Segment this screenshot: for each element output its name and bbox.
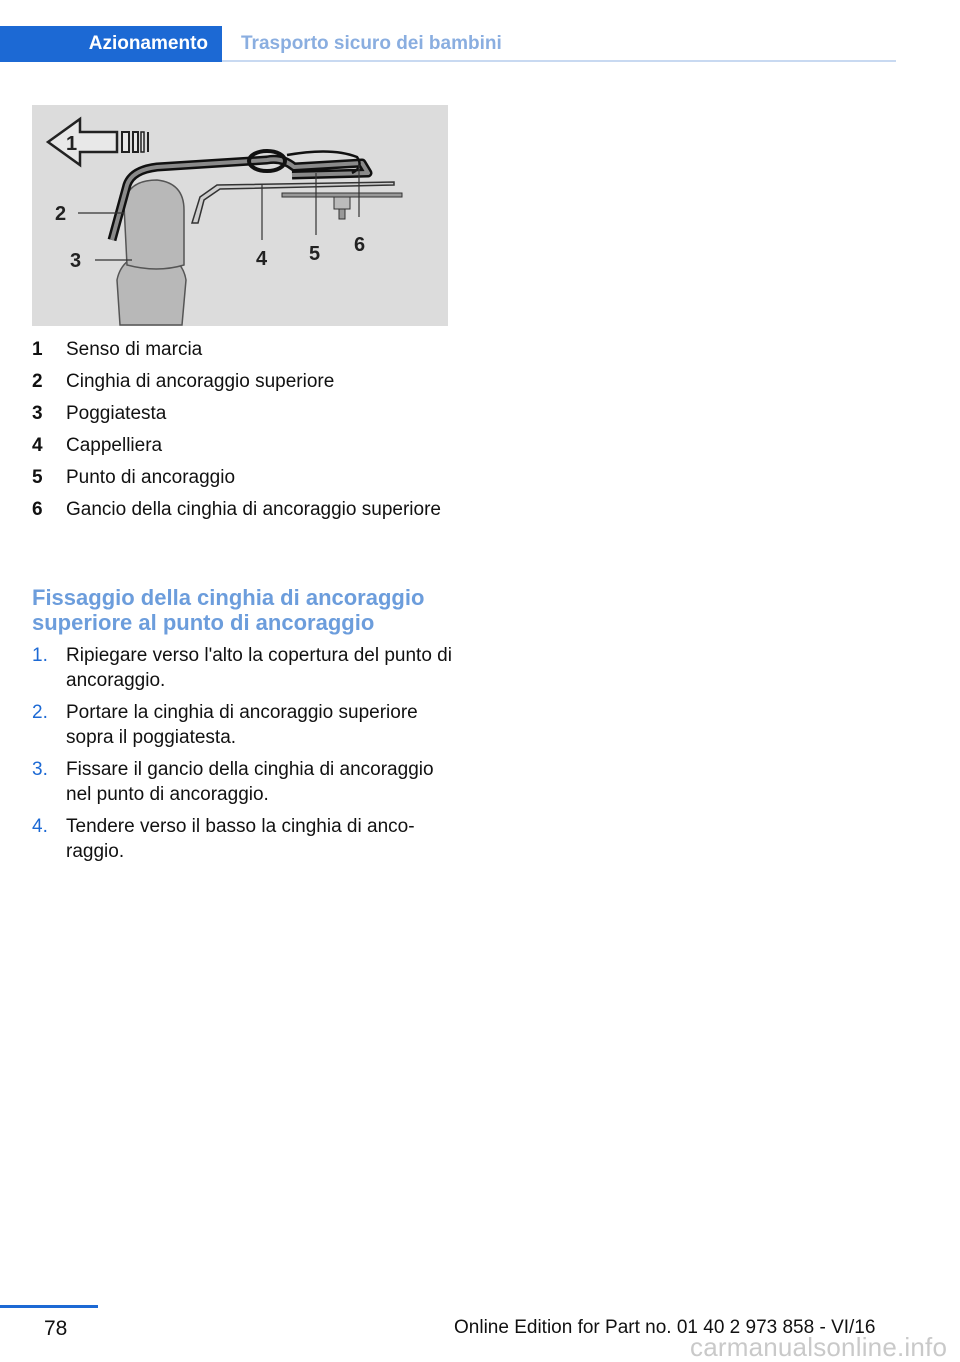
headrest-shape — [124, 180, 184, 269]
figure-legend — [32, 337, 452, 529]
legend-text: Cinghia di ancoraggio superiore — [66, 371, 335, 392]
step-item — [32, 643, 452, 693]
step-text: Fissare il gancio della cinghia di ancoraggio nel punto di ancoraggio. — [66, 759, 434, 805]
legend-text: Gancio della cinghia di ancoraggio superiore — [66, 499, 441, 520]
callout-4: 4 — [256, 248, 268, 270]
anchor-plate — [282, 193, 402, 197]
watermark: carmanualsonline.info — [690, 1332, 948, 1362]
header-divider — [222, 60, 896, 62]
callout-5: 5 — [309, 243, 321, 265]
legend-item — [32, 433, 452, 458]
legend-number: 5 — [32, 467, 43, 488]
edition-note: Online Edition for Part no. 01 40 2 973 858 - VI/16 — [454, 1317, 876, 1338]
section-label: Trasporto sicuro dei bambini — [241, 33, 502, 54]
legend-number: 2 — [32, 371, 43, 392]
chapter-tab[interactable] — [0, 26, 222, 62]
legend-text: Punto di ancoraggio — [66, 467, 236, 488]
anchor-bolt — [339, 209, 345, 219]
direction-arrow-icon — [48, 119, 149, 165]
legend-number: 4 — [32, 435, 43, 456]
step-number: 4. — [32, 816, 48, 837]
legend-item — [32, 497, 452, 522]
step-text: Tendere verso il basso la cinghia di ancoraggio. — [66, 816, 415, 862]
legend-item — [32, 401, 452, 426]
legend-item — [32, 337, 452, 362]
step-item — [32, 814, 452, 864]
step-number: 3. — [32, 759, 48, 780]
step-number: 2. — [32, 702, 48, 723]
footer-divider — [0, 1305, 98, 1308]
legend-text: Poggiatesta — [66, 403, 167, 424]
callout-3: 3 — [70, 250, 82, 272]
step-item — [32, 757, 452, 807]
legend-text: Senso di marcia — [66, 339, 203, 360]
instruction-steps — [32, 643, 452, 871]
legend-item — [32, 369, 452, 394]
tether-anchor-illustration — [32, 105, 448, 326]
callout-1: 1 — [66, 133, 78, 155]
step-number: 1. — [32, 645, 48, 666]
callout-6: 6 — [354, 234, 366, 256]
parcel-shelf — [192, 182, 394, 223]
anchor-point — [334, 197, 350, 209]
legend-item — [32, 465, 452, 490]
page-header — [0, 0, 896, 62]
section-heading: Fissaggio della cinghia di ancoraggio superiore al punto di ancoraggio — [32, 585, 425, 635]
legend-number: 1 — [32, 339, 43, 360]
step-text: Portare la cinghia di ancoraggio superiore sopra il poggiatesta. — [66, 702, 418, 748]
illustration-svg — [32, 105, 448, 326]
callout-2: 2 — [55, 203, 67, 225]
step-item — [32, 700, 452, 750]
chapter-label: Azionamento — [88, 33, 208, 54]
page-number: 78 — [44, 1317, 68, 1340]
legend-text: Cappelliera — [66, 435, 163, 456]
step-text: Ripiegare verso l'alto la copertura del punto di ancoraggio. — [66, 645, 452, 691]
legend-number: 6 — [32, 499, 43, 520]
legend-number: 3 — [32, 403, 43, 424]
section-tab[interactable] — [241, 26, 502, 62]
